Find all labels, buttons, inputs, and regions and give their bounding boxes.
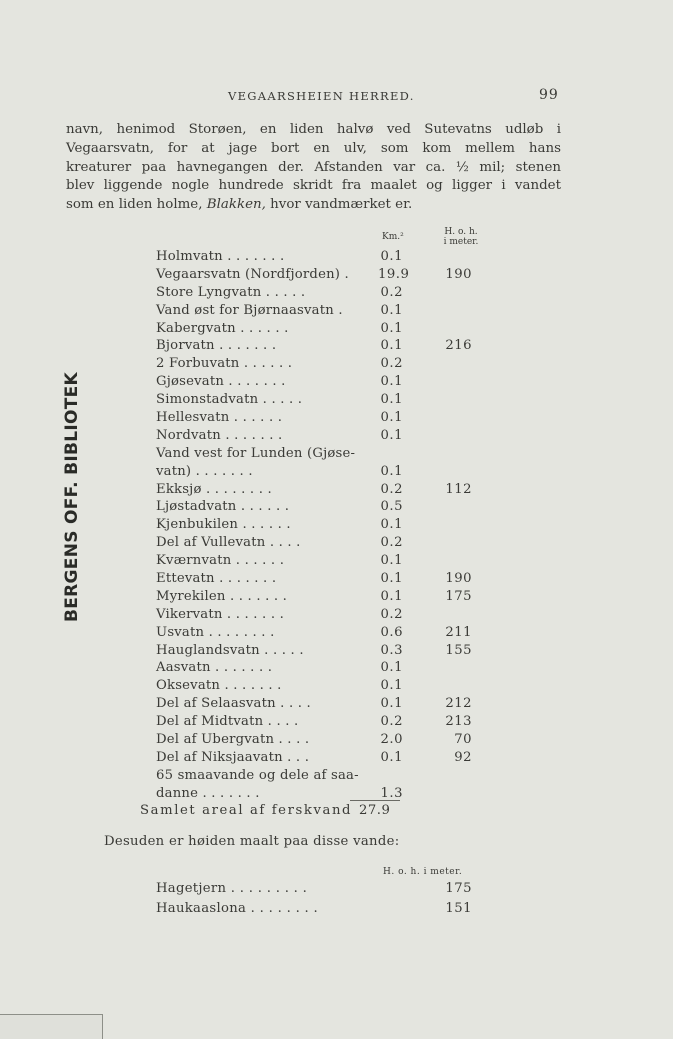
paragraph-line: Vegaarsvatn, for at jage bort en ulv, som kom mellem hans bbox=[66, 140, 561, 156]
area-km2: 0.1 bbox=[380, 517, 403, 533]
area-km2: 0.5 bbox=[380, 499, 403, 515]
extra-column-header: H. o. h. i meter. bbox=[383, 867, 463, 877]
table-row bbox=[0, 445, 673, 463]
area-km2: 0.2 bbox=[380, 714, 403, 730]
lake-name: Usvatn . . . . . . . . bbox=[156, 624, 275, 640]
table-row bbox=[0, 677, 673, 695]
area-km2: 0.3 bbox=[380, 642, 403, 658]
table-row bbox=[0, 409, 673, 427]
fraction: ½ bbox=[455, 159, 469, 175]
height-m: 211 bbox=[445, 624, 472, 640]
area-km2: 0.1 bbox=[380, 749, 403, 765]
lake-name: Del af Vullevatn . . . . bbox=[156, 535, 301, 551]
table-row bbox=[0, 337, 673, 355]
total-rule bbox=[350, 800, 400, 801]
paragraph-line: blev liggende nogle hundrede skridt fra maalet og ligger i vandet bbox=[66, 178, 561, 194]
area-km2: 0.1 bbox=[380, 553, 403, 569]
table-row bbox=[0, 248, 673, 266]
lake-name: 2 Forbuvatn . . . . . . bbox=[156, 356, 293, 372]
height-m: 155 bbox=[445, 642, 472, 658]
table-row bbox=[0, 731, 673, 749]
lake-name: Kjenbukilen . . . . . . bbox=[156, 517, 291, 533]
area-km2: 0.1 bbox=[380, 427, 403, 443]
page-edge-tab bbox=[0, 1014, 103, 1039]
lake-name: Ljøstadvatn . . . . . . bbox=[156, 499, 290, 515]
area-km2: 0.1 bbox=[380, 320, 403, 336]
area-km2: 0.1 bbox=[380, 410, 403, 426]
column-header-height-line-2: i meter. bbox=[443, 237, 479, 247]
lake-name: 65 smaavande og dele af saa- bbox=[156, 767, 359, 783]
table-row bbox=[0, 534, 673, 552]
area-km2: 2.0 bbox=[380, 732, 403, 748]
table-row bbox=[0, 767, 673, 785]
area-km2: 0.6 bbox=[380, 624, 403, 640]
column-header-km: Km.² bbox=[382, 232, 404, 242]
table-row bbox=[0, 498, 673, 516]
table-row bbox=[0, 570, 673, 588]
lakes-table bbox=[0, 248, 673, 803]
paragraph-line bbox=[66, 196, 561, 215]
intro-paragraph bbox=[66, 121, 561, 215]
height-m: 212 bbox=[445, 696, 472, 712]
table-row bbox=[0, 320, 673, 338]
library-stamp-text: BERGENS OFF. BIBLIOTEK bbox=[62, 371, 82, 623]
table-row bbox=[0, 391, 673, 409]
table-row bbox=[0, 284, 673, 302]
height-m: 213 bbox=[445, 714, 472, 730]
lake-name: Store Lyngvatn . . . . . bbox=[156, 284, 306, 300]
area-km2: 0.1 bbox=[380, 588, 403, 604]
lake-name: Vegaarsvatn (Nordfjorden) . bbox=[156, 266, 349, 282]
height-m: 175 bbox=[445, 588, 472, 604]
paragraph-line-3-tail: mil; stenen bbox=[479, 159, 562, 175]
running-header bbox=[0, 89, 673, 107]
lake-name: Aasvatn . . . . . . . bbox=[156, 660, 273, 676]
page-number: 99 bbox=[539, 87, 559, 103]
table-row bbox=[0, 552, 673, 570]
area-km2: 0.1 bbox=[380, 374, 403, 390]
lake-name: Hauglandsvatn . . . . . bbox=[156, 642, 304, 658]
lake-name: Vikervatn . . . . . . . bbox=[156, 606, 285, 622]
extra-row-height: 175 bbox=[445, 881, 472, 896]
area-km2: 0.1 bbox=[380, 571, 403, 587]
extra-row bbox=[0, 880, 673, 898]
lake-name: Vand vest for Lunden (Gjøse- bbox=[156, 445, 356, 461]
table-row bbox=[0, 606, 673, 624]
area-km2: 0.2 bbox=[380, 535, 403, 551]
table-row bbox=[0, 355, 673, 373]
paragraph-line-3-head: kreaturer paa havnegangen der. Afstanden var ca. bbox=[66, 159, 446, 175]
area-km2: 19.9 bbox=[378, 266, 410, 282]
extra-row-name: Haukaaslona . . . . . . . . bbox=[156, 901, 319, 916]
extra-row-name: Hagetjern . . . . . . . . . bbox=[156, 881, 308, 896]
table-row bbox=[0, 659, 673, 677]
lake-name: Del af Ubergvatn . . . . bbox=[156, 732, 310, 748]
area-km2: 0.1 bbox=[380, 392, 403, 408]
table-row bbox=[0, 749, 673, 767]
lake-name: Hellesvatn . . . . . . bbox=[156, 410, 283, 426]
table-row bbox=[0, 266, 673, 284]
area-km2: 0.1 bbox=[380, 696, 403, 712]
area-km2: 0.1 bbox=[380, 660, 403, 676]
header-title: VEGAARSHEIEN HERRED. bbox=[228, 89, 415, 103]
height-m: 216 bbox=[445, 338, 472, 354]
area-km2: 0.1 bbox=[380, 678, 403, 694]
extra-row-height: 151 bbox=[445, 901, 472, 916]
height-m: 70 bbox=[454, 732, 472, 748]
lake-name: Ekksjø . . . . . . . . bbox=[156, 481, 272, 497]
table-row bbox=[0, 463, 673, 481]
lake-name: Nordvatn . . . . . . . bbox=[156, 427, 283, 443]
italic-name: Blakken, bbox=[206, 197, 266, 213]
height-m: 92 bbox=[454, 749, 472, 765]
paragraph-line-5-head: som en liden holme, bbox=[66, 197, 203, 213]
table-row bbox=[0, 427, 673, 445]
table-row bbox=[0, 588, 673, 606]
lake-name: Ettevatn . . . . . . . bbox=[156, 571, 277, 587]
total-value: 27.9 bbox=[359, 803, 391, 818]
lake-name: vatn) . . . . . . . bbox=[156, 463, 253, 479]
table-row bbox=[0, 624, 673, 642]
table-row bbox=[0, 373, 673, 391]
area-km2: 1.3 bbox=[380, 785, 403, 801]
lake-name: Del af Niksjaavatn . . . bbox=[156, 749, 310, 765]
table-row bbox=[0, 785, 673, 803]
lake-name: Gjøsevatn . . . . . . . bbox=[156, 374, 286, 390]
area-km2: 0.1 bbox=[380, 338, 403, 354]
height-m: 190 bbox=[445, 571, 472, 587]
table-row bbox=[0, 713, 673, 731]
table-row bbox=[0, 516, 673, 534]
area-km2: 0.2 bbox=[380, 481, 403, 497]
paragraph-line: navn, henimod Storøen, en liden halvø ved Sutevatns udløb i bbox=[66, 122, 561, 137]
lake-name: Oksevatn . . . . . . . bbox=[156, 678, 282, 694]
table-row bbox=[0, 695, 673, 713]
lake-name: Bjorvatn . . . . . . . bbox=[156, 338, 277, 354]
lake-name: Simonstadvatn . . . . . bbox=[156, 392, 303, 408]
extra-row bbox=[0, 900, 673, 918]
column-header-height bbox=[436, 227, 486, 247]
area-km2: 0.1 bbox=[380, 249, 403, 264]
area-km2: 0.1 bbox=[380, 463, 403, 479]
height-m: 190 bbox=[445, 266, 472, 282]
paragraph-line bbox=[66, 159, 561, 178]
area-km2: 0.2 bbox=[380, 356, 403, 372]
lake-name: Del af Midtvatn . . . . bbox=[156, 714, 299, 730]
lake-name: Kværnvatn . . . . . . bbox=[156, 553, 285, 569]
total-row bbox=[140, 803, 391, 818]
area-km2: 0.2 bbox=[380, 606, 403, 622]
table-row bbox=[0, 481, 673, 499]
height-m: 112 bbox=[445, 481, 472, 497]
lake-name: Kabergvatn . . . . . . bbox=[156, 320, 289, 336]
lake-name: Holmvatn . . . . . . . bbox=[156, 249, 285, 264]
lake-name: Del af Selaasvatn . . . . bbox=[156, 696, 311, 712]
area-km2: 0.1 bbox=[380, 302, 403, 318]
total-label: Samlet areal af ferskvand bbox=[140, 803, 353, 818]
paragraph-line-5-tail: hvor vandmærket er. bbox=[270, 197, 413, 213]
library-stamp bbox=[60, 371, 84, 623]
lake-name: Vand øst for Bjørnaasvatn . bbox=[156, 302, 343, 318]
lake-name: danne . . . . . . . bbox=[156, 785, 260, 801]
area-km2: 0.2 bbox=[380, 284, 403, 300]
column-header-height-line-1: H. o. h. bbox=[444, 227, 478, 237]
table-row bbox=[0, 302, 673, 320]
extra-intro: Desuden er høiden maalt paa disse vande: bbox=[104, 834, 400, 849]
table-row bbox=[0, 642, 673, 660]
lake-name: Myrekilen . . . . . . . bbox=[156, 588, 288, 604]
